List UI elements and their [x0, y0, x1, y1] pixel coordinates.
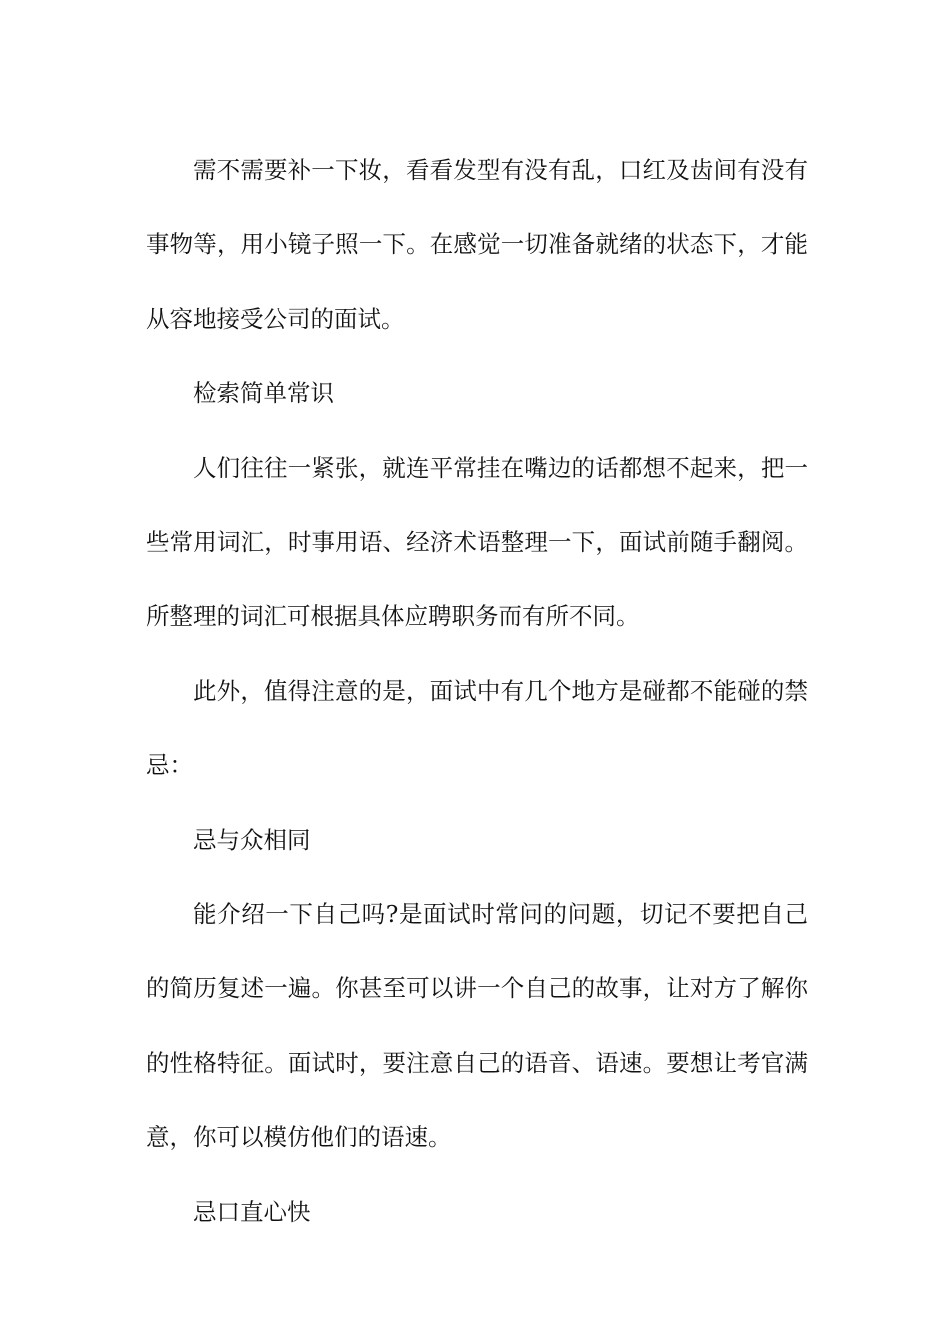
- heading-avoid-sameness: 忌与众相同: [193, 825, 311, 854]
- paragraph-makeup-check: 需不需要补一下妆，看看发型有没有乱，口红及齿间有没有事物等，用小镜子照一下。在感觉一切准备就绪的状态下，才能从容地接受公司的面试。: [146, 156, 808, 333]
- paragraph-taboos-intro: 此外，值得注意的是，面试中有几个地方是碰都不能碰的禁忌：: [146, 676, 808, 780]
- heading-avoid-bluntness: 忌口直心快: [193, 1197, 311, 1226]
- paragraph-vocabulary: 人们往往一紧张，就连平常挂在嘴边的话都想不起来，把一些常用词汇，时事用语、经济术语整理一下，面试前随手翻阅。所整理的词汇可根据具体应聘职务而有所不同。: [146, 453, 808, 631]
- document-body: [146, 133, 808, 1249]
- heading-basic-knowledge: 检索简单常识: [193, 379, 334, 408]
- paragraph-self-introduction: 能介绍一下自己吗?是面试时常问的问题，切记不要把自己的简历复述一遍。你甚至可以讲一个自己的故事，让对方了解你的性格特征。面试时，要注意自己的语音、语速。要想让考官满意，你可以模仿他们的语速。: [146, 900, 808, 1152]
